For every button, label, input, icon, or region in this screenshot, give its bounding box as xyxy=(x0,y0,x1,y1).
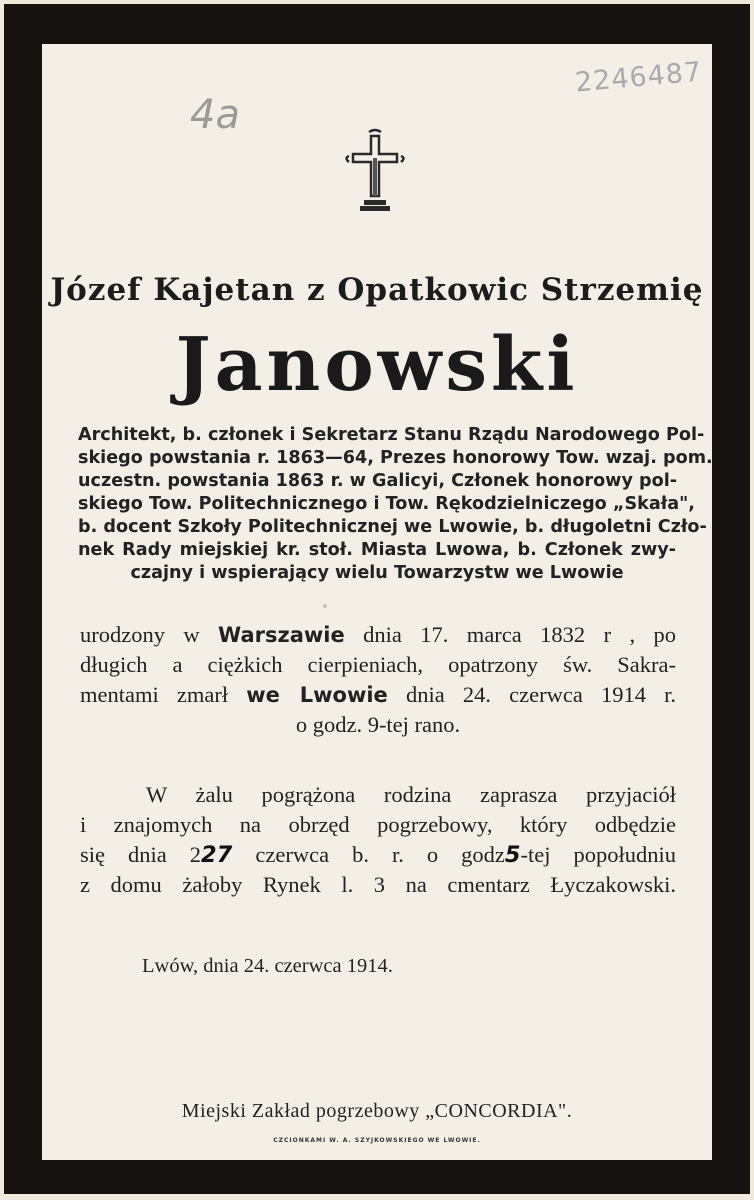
cross-icon xyxy=(340,128,410,218)
funeral-invitation xyxy=(80,780,676,900)
catalog-number: 2246487 xyxy=(573,56,704,99)
handwritten-hour: 5 xyxy=(504,842,521,868)
handwritten-note: 4a xyxy=(190,92,240,138)
bio-line: nek Rady miejskiej kr. stoł. Miasta Lwowa, b. Członek zwy- xyxy=(78,540,676,560)
surname: Janowski xyxy=(175,322,579,408)
undertaker-name: Miejski Zakład pogrzebowy „CONCORDIA". xyxy=(181,1100,573,1122)
notice-line: o godz. 9-tej rano. xyxy=(295,712,461,737)
fold-mark xyxy=(323,604,327,608)
notice-line: mentami zmarł we Lwowie dnia 24. czerwca 1914 r. xyxy=(80,682,676,707)
handwritten-day: 27 xyxy=(201,842,233,868)
biography xyxy=(78,424,713,585)
death-city: we Lwowie xyxy=(246,683,388,707)
notice-line: długich a ciężkich cierpieniach, opatrzony św. Sakra- xyxy=(80,652,676,677)
bio-line: Architekt, b. członek i Sekretarz Stanu Rządu Narodowego Pol- xyxy=(78,425,705,445)
bio-line: skiego Tow. Politechnicznego i Tow. Rękodzielniczego „Skała", xyxy=(78,494,695,514)
bio-line: uczestn. powstania 1863 r. w Galicyi, Członek honorowy pol- xyxy=(78,471,678,491)
bio-line: czajny i wspierający wielu Towarzystw we Lwowie xyxy=(130,563,624,583)
printer-imprint: CZCIONKAMI W. A. SZYJKOWSKIEGO WE LWOWIE. xyxy=(273,1137,481,1144)
first-names: Józef Kajetan z Opatkowic Strzemię xyxy=(50,272,704,308)
invite-line: i znajomych na obrzęd pogrzebowy, który odbędzie xyxy=(80,812,676,837)
birth-city: Warszawie xyxy=(218,623,345,647)
bio-line: skiego powstania r. 1863—64, Prezes honorowy Tow. wzaj. pom. xyxy=(78,448,713,468)
notice-line: urodzony w Warszawie dnia 17. marca 1832 r , po xyxy=(80,622,677,647)
place-and-date: Lwów, dnia 24. czerwca 1914. xyxy=(142,955,393,977)
invite-line: się dnia 227 czerwca b. r. o godz5-tej popołudniu xyxy=(80,842,677,868)
invite-line: z domu żałoby Rynek l. 3 na cmentarz Łyczakowski. xyxy=(80,872,676,897)
bio-line: b. docent Szkoły Politechnicznej we Lwowie, b. długoletni Czło- xyxy=(78,517,707,537)
invite-line: W żalu pogrążona rodzina zaprasza przyjaciół xyxy=(146,782,676,807)
death-notice xyxy=(80,620,676,740)
